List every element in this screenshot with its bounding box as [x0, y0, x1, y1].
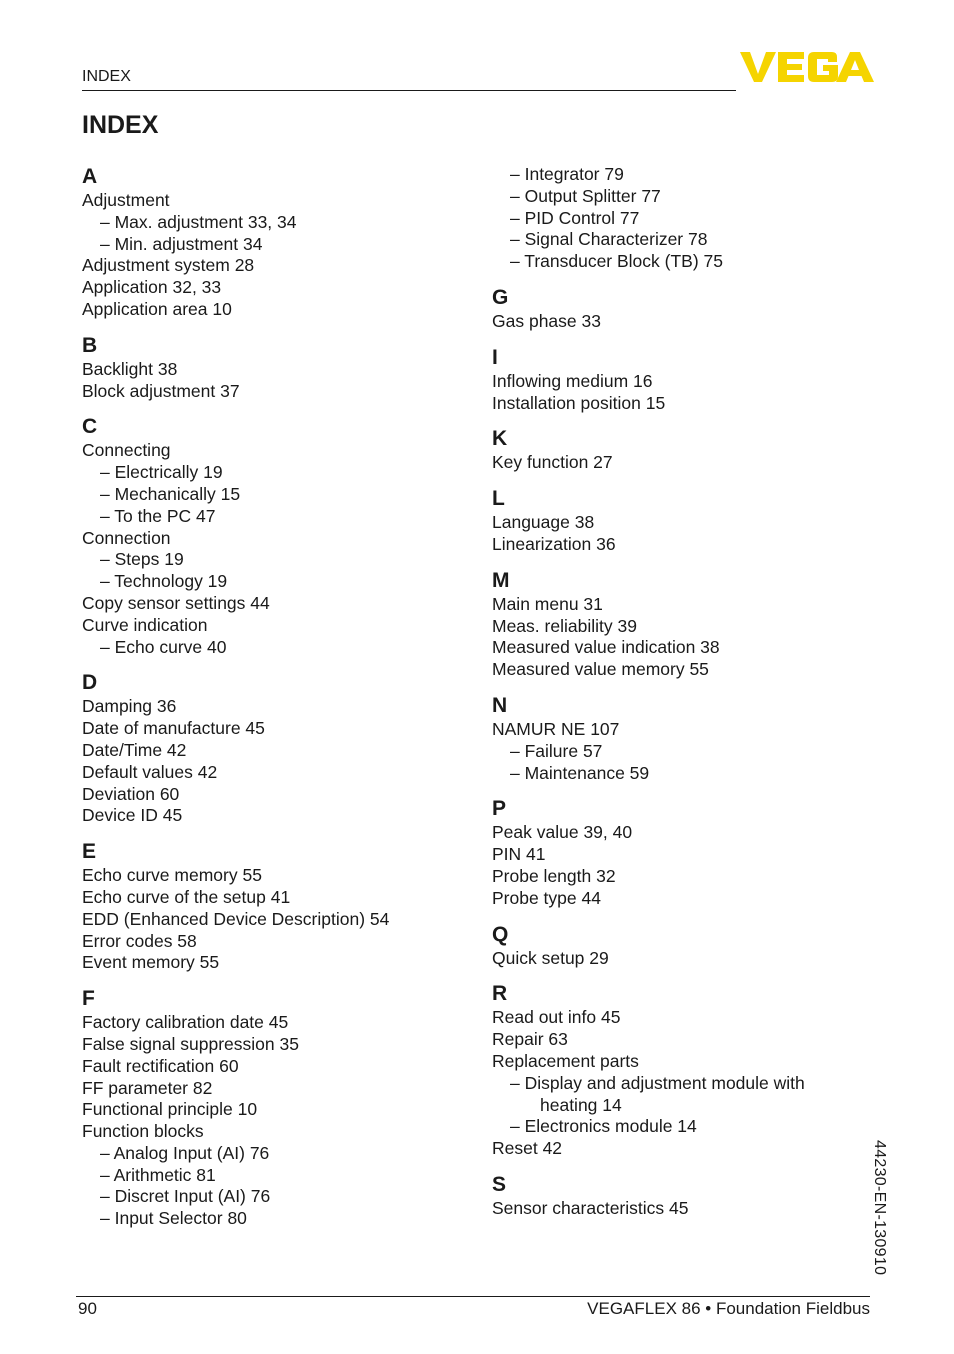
index-entry: Default values 42	[82, 761, 218, 782]
index-entry: Echo curve memory 55	[82, 865, 262, 886]
footer-rule	[76, 1296, 870, 1297]
index-entry: Meas. reliability 39	[492, 615, 637, 636]
index-subentry: – Signal Characterizer 78	[510, 229, 708, 250]
index-letter-heading: N	[492, 693, 508, 717]
index-entry: Damping 36	[82, 696, 177, 717]
index-subentry: – Display and adjustment module with	[510, 1072, 805, 1093]
index-subentry: – Input Selector 80	[100, 1208, 247, 1229]
index-group	[82, 839, 472, 974]
running-header: INDEX	[82, 68, 131, 85]
index-group	[492, 426, 872, 474]
index-entry: Linearization 36	[492, 533, 616, 554]
index-group	[492, 922, 872, 970]
index-entry: Deviation 60	[82, 783, 180, 804]
index-entry: Device ID 45	[82, 805, 183, 826]
header-rule	[82, 90, 736, 91]
index-subentry: heating 14	[540, 1094, 622, 1115]
index-letter-heading: M	[492, 568, 510, 592]
index-group	[492, 164, 872, 273]
index-entry: Connection	[82, 527, 171, 548]
index-group	[492, 345, 872, 415]
index-entry: Language 38	[492, 512, 595, 533]
index-subentry: – Echo curve 40	[100, 636, 227, 657]
index-letter-heading: L	[492, 487, 505, 511]
index-entry: Sensor characteristics 45	[492, 1197, 689, 1218]
index-entry: Application area 10	[82, 298, 232, 319]
index-entry: Error codes 58	[82, 930, 197, 951]
index-subentry: – Electrically 19	[100, 462, 223, 483]
index-entry: Quick setup 29	[492, 947, 609, 968]
index-entry: Probe length 32	[492, 865, 616, 886]
index-entry: Measured value memory 55	[492, 659, 709, 680]
index-entry: Installation position 15	[492, 392, 666, 413]
index-entry: Functional principle 10	[82, 1099, 258, 1120]
index-entry: Repair 63	[492, 1029, 568, 1050]
index-group	[492, 486, 872, 556]
footer-doc-title: VEGAFLEX 86 • Foundation Fieldbus	[587, 1299, 870, 1318]
index-entry: Key function 27	[492, 452, 613, 473]
index-subentry: – Max. adjustment 33, 34	[100, 211, 297, 232]
index-letter-heading: C	[82, 415, 98, 439]
index-letter-heading: Q	[492, 922, 509, 946]
index-letter-heading: P	[492, 797, 507, 821]
index-subentry: – PID Control 77	[510, 207, 640, 228]
index-letter-heading: R	[492, 982, 508, 1006]
index-group	[82, 333, 472, 403]
index-subentry: – Transducer Block (TB) 75	[510, 251, 723, 272]
index-entry: Function blocks	[82, 1121, 204, 1142]
index-column-right	[492, 164, 872, 1220]
page-title: INDEX	[82, 111, 159, 139]
index-group	[492, 693, 872, 784]
index-letter-heading: A	[82, 165, 98, 188]
document-code: 44230-EN-130910	[871, 1140, 888, 1276]
index-entry: Backlight 38	[82, 358, 178, 379]
index-group	[82, 986, 472, 1230]
index-group	[82, 164, 472, 321]
index-letter-heading: G	[492, 285, 509, 309]
index-entry: Adjustment	[82, 190, 170, 210]
index-entry: Measured value indication 38	[492, 637, 720, 658]
index-entry: Copy sensor settings 44	[82, 592, 270, 613]
index-entry: Probe type 44	[492, 887, 601, 908]
index-group	[492, 981, 872, 1160]
index-entry: Date of manufacture 45	[82, 718, 265, 739]
index-subentry: – Output Splitter 77	[510, 185, 661, 206]
index-entry: Application 32, 33	[82, 277, 222, 298]
index-entry: EDD (Enhanced Device Description) 54	[82, 908, 390, 929]
index-entry: Event memory 55	[82, 952, 220, 973]
index-entry: Factory calibration date 45	[82, 1012, 289, 1033]
index-entry: Connecting	[82, 440, 171, 461]
index-subentry: – Analog Input (AI) 76	[100, 1142, 270, 1163]
index-group	[492, 568, 872, 681]
index-entry: Inflowing medium 16	[492, 370, 653, 391]
index-entry: Main menu 31	[492, 593, 603, 614]
index-letter-heading: B	[82, 333, 98, 357]
index-subentry: – Integrator 79	[510, 164, 624, 184]
index-column-left	[82, 164, 472, 1230]
index-group	[492, 1172, 872, 1220]
index-entry: False signal suppression 35	[82, 1033, 299, 1054]
index-entry: NAMUR NE 107	[492, 718, 620, 739]
index-entry: PIN 41	[492, 844, 546, 865]
index-entry: Date/Time 42	[82, 739, 187, 760]
index-letter-heading: I	[492, 345, 498, 369]
index-entry: Adjustment system 28	[82, 255, 255, 276]
index-entry: Gas phase 33	[492, 310, 601, 331]
index-subentry: – Mechanically 15	[100, 483, 241, 504]
index-subentry: – To the PC 47	[100, 505, 216, 526]
index-entry: Echo curve of the setup 41	[82, 886, 291, 907]
index-subentry: – Failure 57	[510, 740, 603, 761]
index-group	[492, 796, 872, 909]
index-subentry: – Discret Input (AI) 76	[100, 1186, 271, 1207]
index-entry: Fault rectification 60	[82, 1055, 239, 1076]
index-group	[82, 414, 472, 658]
index-letter-heading: F	[82, 987, 95, 1011]
index-group	[82, 670, 472, 827]
index-group	[492, 285, 872, 333]
vega-logo	[740, 50, 874, 84]
index-letter-heading: E	[82, 840, 97, 864]
index-letter-heading: K	[492, 427, 508, 451]
index-entry: Peak value 39, 40	[492, 822, 633, 843]
index-subentry: – Min. adjustment 34	[100, 233, 263, 254]
index-letter-heading: D	[82, 671, 98, 695]
index-letter-heading: S	[492, 1172, 507, 1196]
index-entry: Reset 42	[492, 1138, 563, 1159]
index-subentry: – Electronics module 14	[510, 1116, 697, 1137]
index-entry: Curve indication	[82, 614, 208, 635]
index-entry: FF parameter 82	[82, 1077, 213, 1098]
page-number: 90	[78, 1299, 97, 1318]
index-entry: Replacement parts	[492, 1050, 639, 1071]
index-subentry: – Steps 19	[100, 549, 184, 570]
index-subentry: – Technology 19	[100, 571, 228, 592]
index-subentry: – Maintenance 59	[510, 762, 650, 783]
index-entry: Read out info 45	[492, 1007, 621, 1028]
index-subentry: – Arithmetic 81	[100, 1164, 216, 1185]
index-entry: Block adjustment 37	[82, 380, 240, 401]
